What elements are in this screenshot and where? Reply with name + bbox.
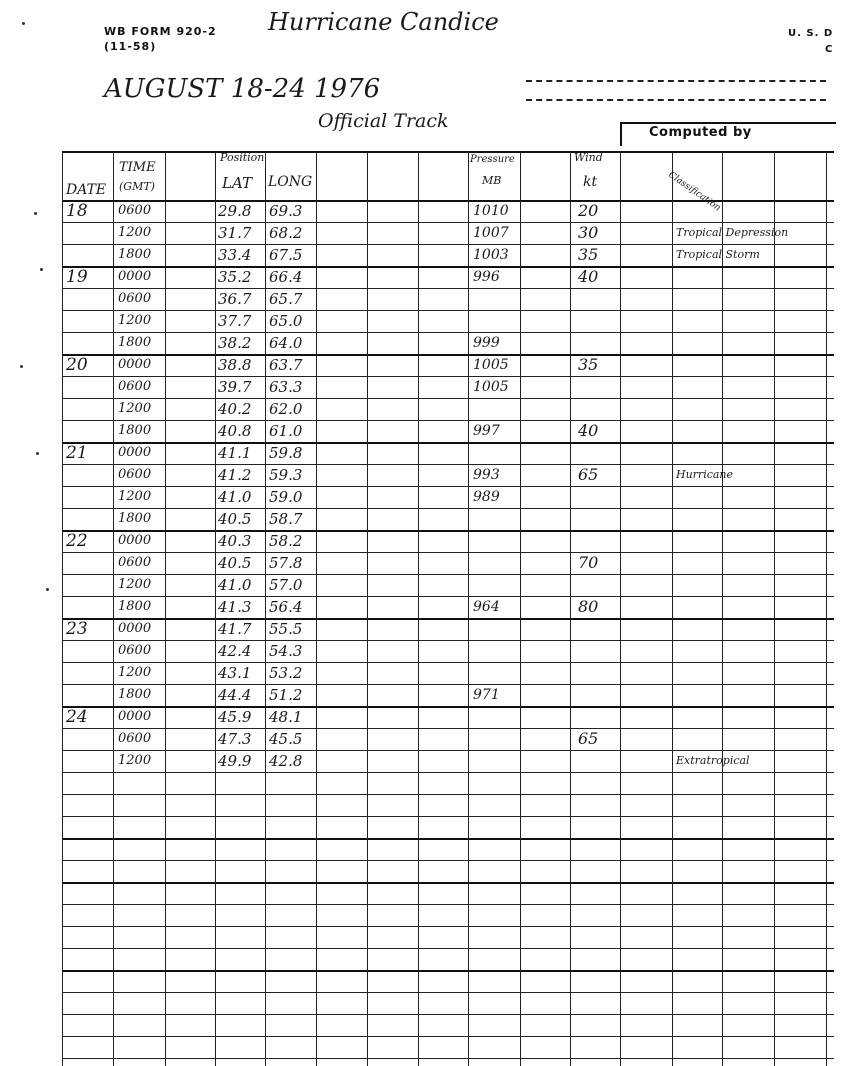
pressure-cell: 1005 [473,379,509,395]
long-cell: 68.2 [269,224,303,242]
time-cell: 0600 [118,643,152,658]
lat-cell: 40.3 [218,532,252,550]
long-cell: 65.0 [269,312,303,330]
row-line [62,618,834,620]
row-line [62,728,834,729]
wind-cell: 35 [578,355,599,374]
column-divider [620,151,621,1066]
row-line [62,926,834,927]
row-line [62,948,834,949]
lat-cell: 38.2 [218,334,252,352]
lat-cell: 31.7 [218,224,252,242]
row-line [62,222,834,223]
time-cell: 1800 [118,335,152,350]
time-cell: 1200 [118,577,152,592]
column-divider [62,151,63,1066]
time-cell: 0600 [118,203,152,218]
column-divider [826,151,827,1066]
row-line [62,882,834,884]
long-cell: 67.5 [269,246,303,264]
long-cell: 55.5 [269,620,303,638]
lat-cell: 45.9 [218,708,252,726]
time-cell: 1800 [118,511,152,526]
row-line [62,398,834,399]
header-time: TIME [119,160,156,175]
lat-cell: 47.3 [218,730,252,748]
time-cell: 0600 [118,731,152,746]
wind-cell: 40 [578,267,599,286]
wind-cell: 40 [578,421,599,440]
lat-cell: 41.0 [218,488,252,506]
header-classification: Classification [666,170,723,214]
long-cell: 45.5 [269,730,303,748]
lat-cell: 43.1 [218,664,252,682]
lat-cell: 29.8 [218,202,252,220]
lat-cell: 36.7 [218,290,252,308]
lat-cell: 40.5 [218,554,252,572]
row-line [62,860,834,861]
time-cell: 1800 [118,423,152,438]
row-line [62,266,834,268]
header-position: Position [220,151,265,164]
header-wind-unit: kt [583,174,598,190]
wind-cell: 20 [578,201,599,220]
date-cell: 18 [66,201,88,221]
lat-cell: 38.8 [218,356,252,374]
lat-cell: 40.2 [218,400,252,418]
long-cell: 56.4 [269,598,303,616]
long-cell: 61.0 [269,422,303,440]
long-cell: 63.3 [269,378,303,396]
row-line [62,794,834,795]
column-divider [570,151,571,1066]
row-line [62,904,834,905]
row-line [62,816,834,817]
long-cell: 64.0 [269,334,303,352]
row-line [62,244,834,245]
subtitle: Official Track [318,110,449,132]
row-line [62,354,834,356]
row-line [62,838,834,840]
wind-cell: 65 [578,465,599,484]
long-cell: 58.7 [269,510,303,528]
dashed-line [526,99,826,101]
corner-label-bottom: C [825,44,834,55]
long-cell: 59.0 [269,488,303,506]
header-time-zone: (GMT) [119,180,155,193]
wind-cell: 70 [578,553,599,572]
long-cell: 59.3 [269,466,303,484]
lat-cell: 35.2 [218,268,252,286]
pressure-cell: 999 [473,335,500,351]
header-date: DATE [66,182,107,198]
pressure-cell: 1003 [473,247,509,263]
row-line [62,706,834,708]
lat-cell: 33.4 [218,246,252,264]
scan-speck [20,365,23,368]
time-cell: 1200 [118,489,152,504]
long-cell: 59.8 [269,444,303,462]
lat-cell: 42.4 [218,642,252,660]
column-divider [520,151,521,1066]
long-cell: 62.0 [269,400,303,418]
wind-cell: 65 [578,729,599,748]
row-line [62,442,834,444]
time-cell: 0000 [118,445,152,460]
scan-speck [36,452,39,455]
scan-speck [46,588,49,591]
time-cell: 0000 [118,533,152,548]
header-pressure: Pressure [470,154,515,165]
row-line [62,420,834,421]
time-cell: 1800 [118,247,152,262]
column-divider [316,151,317,1066]
pressure-cell: 1005 [473,357,509,373]
scan-speck [22,22,25,25]
row-line [62,464,834,465]
row-line [62,508,834,509]
pressure-cell: 1010 [473,203,509,219]
note-cell: Tropical Storm [676,248,760,261]
scan-speck [40,268,43,271]
time-cell: 1200 [118,401,152,416]
pressure-cell: 997 [473,423,500,439]
time-cell: 0600 [118,555,152,570]
column-divider [722,151,723,1066]
date-cell: 21 [66,443,88,463]
corner-label-top: U. S. D [788,28,834,39]
wind-cell: 30 [578,223,599,242]
row-line [62,310,834,311]
row-line [62,486,834,487]
header-wind: Wind [574,151,603,164]
column-divider [774,151,775,1066]
lat-cell: 40.8 [218,422,252,440]
date-cell: 23 [66,619,88,639]
row-line [62,772,834,773]
row-line [62,1014,834,1015]
row-line [62,1058,834,1059]
row-line [62,684,834,685]
long-cell: 54.3 [269,642,303,660]
time-cell: 1200 [118,225,152,240]
row-line [62,552,834,553]
row-line [62,596,834,597]
long-cell: 42.8 [269,752,303,770]
long-cell: 51.2 [269,686,303,704]
long-cell: 63.7 [269,356,303,374]
header-long: LONG [268,174,313,190]
note-cell: Tropical Depression [676,226,789,239]
row-line [62,288,834,289]
time-cell: 0600 [118,379,152,394]
wind-cell: 35 [578,245,599,264]
storm-name: Hurricane Candice [268,8,499,36]
row-line [62,640,834,641]
lat-cell: 41.7 [218,620,252,638]
header-pressure-unit: MB [482,174,502,187]
time-cell: 1200 [118,753,152,768]
lat-cell: 37.7 [218,312,252,330]
row-line [62,992,834,993]
long-cell: 66.4 [269,268,303,286]
row-line [62,1036,834,1037]
time-cell: 0000 [118,621,152,636]
long-cell: 53.2 [269,664,303,682]
pressure-cell: 971 [473,687,500,703]
row-line [62,970,834,972]
lat-cell: 41.2 [218,466,252,484]
column-divider [215,151,216,1066]
time-cell: 0600 [118,467,152,482]
table-top-border [62,151,834,153]
pressure-cell: 989 [473,489,500,505]
long-cell: 48.1 [269,708,303,726]
date-range: AUGUST 18-24 1976 [104,74,381,104]
wind-cell: 80 [578,597,599,616]
form-revision: (11-58) [104,40,157,53]
column-divider [468,151,469,1066]
column-divider [672,151,673,1066]
date-cell: 24 [66,707,88,727]
date-cell: 19 [66,267,88,287]
row-line [62,662,834,663]
row-line [62,376,834,377]
pressure-cell: 1007 [473,225,509,241]
form-number: WB FORM 920-2 [104,25,217,38]
date-cell: 20 [66,355,88,375]
column-divider [367,151,368,1066]
lat-cell: 40.5 [218,510,252,528]
pressure-cell: 996 [473,269,500,285]
column-divider [113,151,114,1066]
note-cell: Extratropical [676,754,750,767]
date-cell: 22 [66,531,88,551]
column-divider [265,151,266,1066]
column-divider [165,151,166,1066]
row-line [62,574,834,575]
time-cell: 1800 [118,687,152,702]
dashed-line [526,80,826,82]
note-cell: Hurricane [676,468,734,481]
row-line [62,750,834,751]
time-cell: 1200 [118,313,152,328]
lat-cell: 41.1 [218,444,252,462]
time-cell: 1200 [118,665,152,680]
time-cell: 0600 [118,291,152,306]
column-divider [418,151,419,1066]
pressure-cell: 993 [473,467,500,483]
long-cell: 57.8 [269,554,303,572]
row-line [62,530,834,532]
lat-cell: 49.9 [218,752,252,770]
lat-cell: 39.7 [218,378,252,396]
lat-cell: 41.0 [218,576,252,594]
time-cell: 0000 [118,709,152,724]
time-cell: 1800 [118,599,152,614]
scan-speck [34,212,37,215]
pressure-cell: 964 [473,599,500,615]
time-cell: 0000 [118,357,152,372]
long-cell: 57.0 [269,576,303,594]
long-cell: 65.7 [269,290,303,308]
long-cell: 69.3 [269,202,303,220]
time-cell: 0000 [118,269,152,284]
row-line [62,332,834,333]
long-cell: 58.2 [269,532,303,550]
header-lat: LAT [222,174,252,192]
lat-cell: 44.4 [218,686,252,704]
lat-cell: 41.3 [218,598,252,616]
computed-by-label: Computed by [649,125,752,140]
